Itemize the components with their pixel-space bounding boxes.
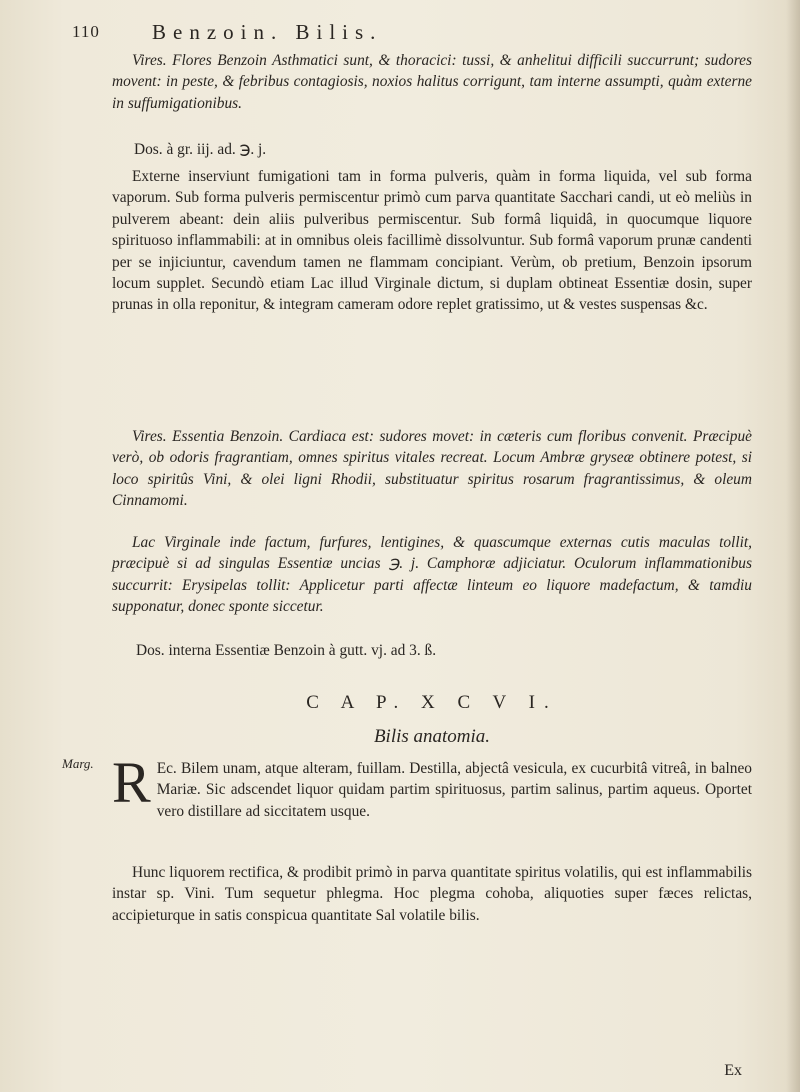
running-title: Benzoin. Bilis. xyxy=(152,20,383,44)
page-edge-shadow xyxy=(786,0,800,1092)
externe-paragraph xyxy=(112,166,752,316)
dose-line-1: Dos. à gr. iij. ad. ℈. j. xyxy=(134,141,267,158)
rectification-text: Hunc liquorem rectifica, & prodibit primò in parva quantitate spiritus volatilis, qui est inflammabilis instar sp. Vini. Tum sequetur phlegma. Hoc plegma cohoba, aliquoties super fæces relictas, accipieturque in satis conspicua quantitate Sal volatile bilis. xyxy=(112,864,752,924)
externe-text: Externe inserviunt fumigationi tam in forma pulveris, quàm in forma liquida, vel sub forma vaporum. Sub forma pulveris permiscentur primò cum parva quantitate Sacchari candi, ut eò meliùs in pulverem abeant: dein aliis pulveribus permiscentur. Sub formâ liquidâ, in quocumque liquore spirituoso inflammabili: at in omnibus oleis facillimè dissolvuntur. Sub formâ vaporum prunæ candenti per se injiciuntur, cavendum tamen ne flammam concipiant. Verùm, ob pretium, Benzoin ipsorum locum supplet. Secundò etiam Lac illud Virginale dictum, si duplam obtineat Essentiæ dosin, super prunas in olla reponitur, & integram cameram odore replet gratissimo, ut & vestes suspensas &c. xyxy=(112,168,752,314)
dose-line-2: Dos. interna Essentiæ Benzoin à gutt. vj. ad 3. ß. xyxy=(136,642,437,659)
margin-note: Marg. xyxy=(62,756,94,771)
chapter-subtitle: Bilis anatomia. xyxy=(373,726,491,747)
lac-virginale-paragraph xyxy=(112,532,752,618)
vires-essentia-paragraph xyxy=(112,426,752,512)
catchword: Ex xyxy=(724,1062,742,1079)
lac-virginale-text: Lac Virginale inde factum, furfures, lentigines, & quascumque externas cutis maculas tollit, præcipuè si ad singulas Essentiæ uncias ℈. j. Camphoræ adjiciatur. Oculorum inflammationibus succurrit: Erysipelas tollit: Applicetur parti affectæ linteum eo liquore madefactum, & tamdiu supponatur, donec sponte siccetur. xyxy=(112,534,752,616)
drop-initial: R xyxy=(112,750,151,815)
rectification-paragraph xyxy=(112,862,752,926)
recipe-text: Ec. Bilem unam, atque alteram, fuillam. Destilla, abjectâ vesicula, ex cucurbitâ vitreâ, in balneo Mariæ. Sic adscendet liquor quidam partim spirituosus, partim salinus, partim aqueus. Oportet vero distillare ad siccitatem usque. xyxy=(156,760,752,820)
page-number: 110 xyxy=(72,22,100,41)
vires-essentia-text: Vires. Essentia Benzoin. Cardiaca est: sudores movet: in cæteris cum floribus convenit. Præcipuè verò, ob odoris fragrantiam, omnes spiritus vitales recreat. Locum Ambræ gryseæ obtinere potest, si loco spiritûs Vini, & olei ligni Rhodii, substituatur spiritus rosarum fragrantissimus, & oleum Cinnamomi. xyxy=(112,428,752,510)
vires-flores-paragraph xyxy=(112,50,752,114)
chapter-heading: C A P. X C V I. xyxy=(306,692,558,713)
recipe-paragraph xyxy=(112,750,752,822)
vires-flores-text: Vires. Flores Benzoin Asthmatici sunt, & thoracici: tussi, & anhelitui difficili succurrunt; sudores movent: in peste, & febribus contagiosis, noxios halitus corrigunt, tam interne assumpti, quàm externe in suffumigationibus. xyxy=(112,52,752,112)
